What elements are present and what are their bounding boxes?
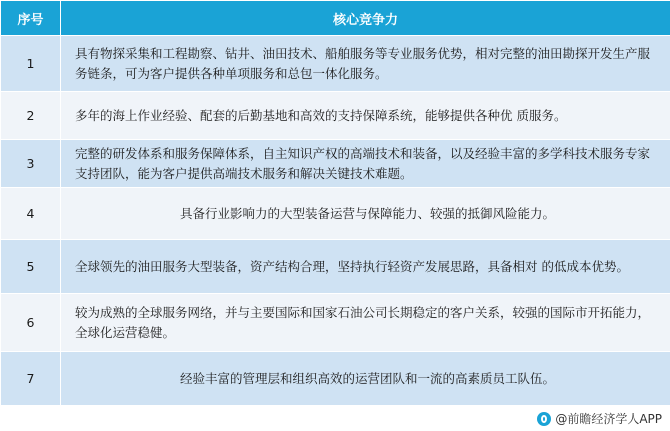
row-text: 具备行业影响力的大型装备运营与保障能力、较强的抵御风险能力。 [61, 188, 670, 240]
header-core-competitiveness: 核心竞争力 [61, 1, 670, 36]
row-text: 全球领先的油田服务大型装备，资产结构合理，坚持执行轻资产发展思路，具备相对 的低成本优势。 [61, 240, 670, 294]
row-text: 完整的研发体系和服务保障体系，自主知识产权的高端技术和装备，以及经验丰富的多学科技术服务专家支持团队，能为客户提供高端技术服务和解决关键技术难题。 [61, 140, 670, 188]
source-footer [537, 410, 662, 427]
row-text: 较为成熟的全球服务网络，并与主要国际和国家石油公司长期稳定的客户关系，较强的国际市开拓能力，全球化运营稳健。 [61, 294, 670, 352]
table-row [1, 352, 670, 406]
source-label: @前瞻经济学人APP [555, 412, 662, 426]
table-row [1, 140, 670, 188]
table-row [1, 188, 670, 240]
row-text: 经验丰富的管理层和组织高效的运营团队和一流的高素质员工队伍。 [61, 352, 670, 406]
row-number: 2 [1, 92, 61, 140]
row-number: 3 [1, 140, 61, 188]
row-text: 具有物探采集和工程勘察、钻井、油田技术、船舶服务等专业服务优势，相对完整的油田勘探开发生产服务链条，可为客户提供各种单项服务和总包一体化服务。 [61, 36, 670, 92]
row-number: 6 [1, 294, 61, 352]
table-row [1, 36, 670, 92]
row-text: 多年的海上作业经验、配套的后勤基地和高效的支持保障系统，能够提供各种优 质服务。 [61, 92, 670, 140]
row-number: 7 [1, 352, 61, 406]
qianzhan-logo-icon [537, 412, 551, 426]
table-header-row [1, 1, 670, 36]
row-number: 5 [1, 240, 61, 294]
row-number: 4 [1, 188, 61, 240]
table-row [1, 240, 670, 294]
row-number: 1 [1, 36, 61, 92]
header-number: 序号 [1, 1, 61, 36]
table-row [1, 294, 670, 352]
table-row [1, 92, 670, 140]
